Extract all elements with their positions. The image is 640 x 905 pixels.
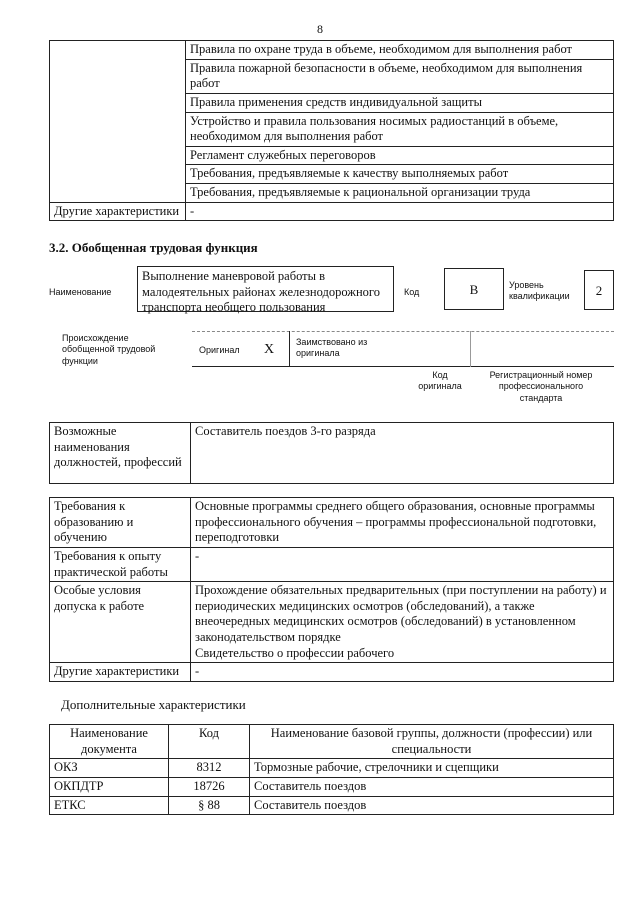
origin-label: Происхождение обобщенной трудовой функции xyxy=(62,333,156,366)
header-doc-name: Наименование документа xyxy=(50,725,169,759)
experience-value: - xyxy=(191,547,614,581)
group-name: Составитель поездов xyxy=(250,777,614,796)
experience-label: Требования к опыту практической работы xyxy=(50,547,191,581)
table-row xyxy=(50,498,614,548)
code-label: Код xyxy=(404,287,420,297)
header-group-name: Наименование базовой группы, должности (профессии) или специальности xyxy=(250,725,614,759)
other-characteristics-label: Другие характеристики xyxy=(50,202,186,221)
table-cell: Регламент служебных переговоров xyxy=(186,146,614,165)
section-title: 3.2. Обобщенная трудовая функция xyxy=(49,240,258,255)
knowledge-table xyxy=(49,40,614,221)
page-number: 8 xyxy=(317,22,323,36)
table-cell: Требования, предъявляемые к качеству выполняемых работ xyxy=(186,165,614,184)
code-value: В xyxy=(444,268,504,310)
education-value: Основные программы среднего общего образования, основные программы профессионального обучения – программы профессиональной подготовки, переподготовки xyxy=(191,498,614,548)
table-row xyxy=(50,202,614,221)
borrowed-label: Заимствовано из оригинала xyxy=(296,337,368,359)
empty-label-cell xyxy=(50,41,186,203)
other-value: - xyxy=(191,663,614,682)
table-row xyxy=(50,796,614,815)
table-cell: Требования, предъявляемые к рациональной организации труда xyxy=(186,184,614,203)
divider xyxy=(470,331,471,367)
conditions-value xyxy=(191,582,614,663)
doc-name: ЕТКС xyxy=(50,796,169,815)
table-row xyxy=(50,582,614,663)
level-value: 2 xyxy=(584,270,614,310)
table-cell: Правила по охране труда в объеме, необходимом для выполнения работ xyxy=(186,41,614,60)
table-row xyxy=(50,547,614,581)
doc-name: ОКПДТР xyxy=(50,777,169,796)
conditions-value-1: Прохождение обязательных предварительных (при поступлении на работу) и периодических медицинских осмотров (обследований), а также внеочередных медицинских осмотров (обследований) в установленном законодательством порядке xyxy=(195,583,607,644)
divider xyxy=(289,331,290,367)
table-cell: Правила пожарной безопасности в объеме, необходимом для выполнения работ xyxy=(186,59,614,93)
other-label: Другие характеристики xyxy=(50,663,191,682)
reg-number-label: Регистрационный номер профессионального стандарта xyxy=(489,370,593,403)
doc-code: 8312 xyxy=(169,759,250,778)
code-original-label: Код оригинала xyxy=(418,370,462,392)
additional-title: Дополнительные характеристики xyxy=(61,697,246,712)
group-name: Тормозные рабочие, стрелочники и сцепщики xyxy=(250,759,614,778)
additional-table xyxy=(49,724,614,815)
table-row xyxy=(50,423,614,484)
header-code: Код xyxy=(169,725,250,759)
positions-value: Составитель поездов 3-го разряда xyxy=(191,423,614,484)
original-mark: X xyxy=(264,342,275,357)
table-row xyxy=(50,777,614,796)
table-cell: Правила применения средств индивидуальной защиты xyxy=(186,93,614,112)
conditions-label: Особые условия допуска к работе xyxy=(50,582,191,663)
group-name: Составитель поездов xyxy=(250,796,614,815)
original-label: Оригинал xyxy=(199,345,240,355)
positions-label: Возможные наименования должностей, профессий xyxy=(50,423,191,484)
doc-code: 18726 xyxy=(169,777,250,796)
positions-table xyxy=(49,422,614,484)
table-header-row xyxy=(50,725,614,759)
doc-name: ОКЗ xyxy=(50,759,169,778)
level-label: Уровень квалификации xyxy=(509,280,570,302)
table-cell: Устройство и правила пользования носимых радиостанций в объеме, необходимом для выполнения работ xyxy=(186,112,614,146)
origin-box xyxy=(192,331,614,367)
name-label: Наименование xyxy=(49,287,112,297)
conditions-value-2: Свидетельство о профессии рабочего xyxy=(195,645,395,660)
education-label: Требования к образованию и обучению xyxy=(50,498,191,548)
other-characteristics-value: - xyxy=(186,202,614,221)
table-row xyxy=(50,41,614,60)
function-name: Выполнение маневровой работы в малодеятельных районах железнодорожного транспорта необщего пользования xyxy=(137,266,394,312)
doc-code: § 88 xyxy=(169,796,250,815)
table-row xyxy=(50,663,614,682)
requirements-table xyxy=(49,497,614,682)
table-row xyxy=(50,759,614,778)
